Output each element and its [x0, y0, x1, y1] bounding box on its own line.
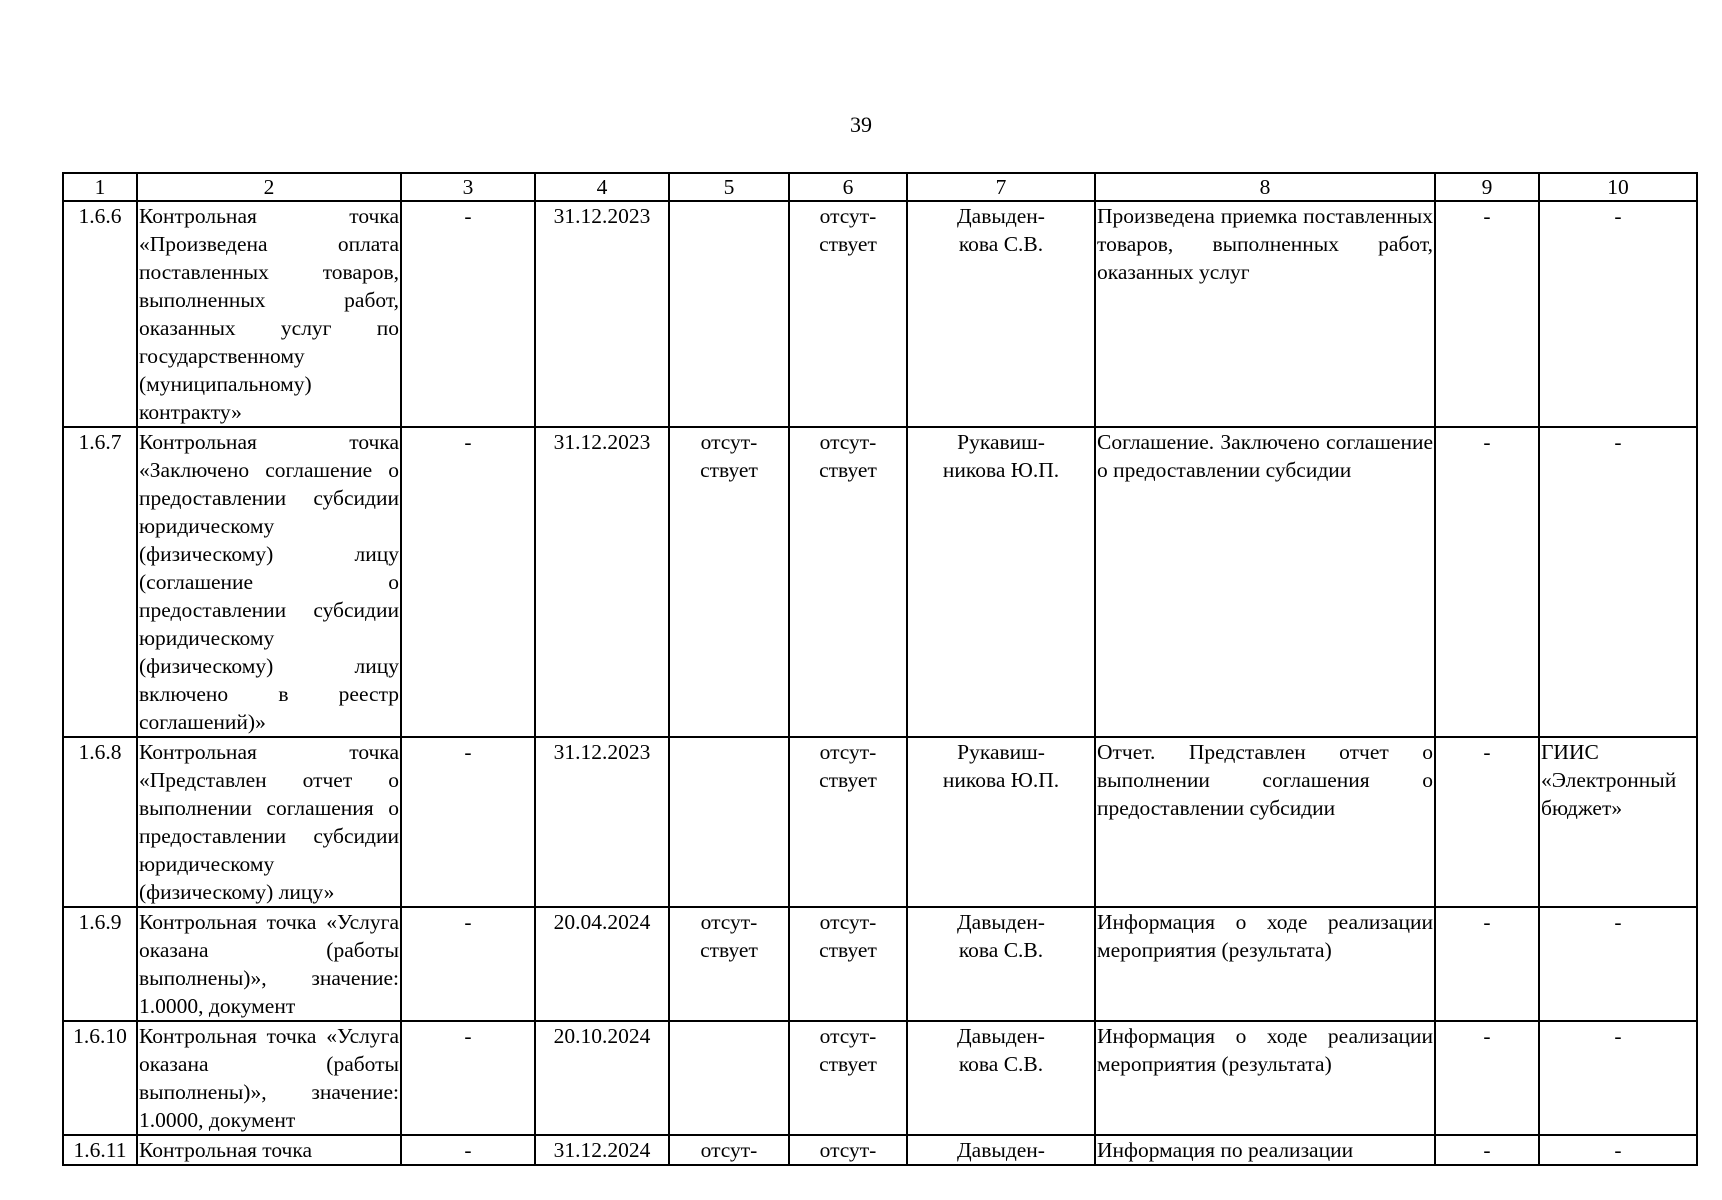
cell-col6: отсут- ствует: [789, 907, 907, 1021]
table-row: [63, 1021, 1697, 1135]
cell-col3: -: [401, 1021, 535, 1135]
deadline-date: 31.12.2023: [535, 201, 669, 427]
table-row: [63, 427, 1697, 737]
cell-col6: отсут- ствует: [789, 1021, 907, 1135]
cell-col6: отсут-: [789, 1135, 907, 1165]
table-header-row: [63, 173, 1697, 201]
cell-col6: отсут- ствует: [789, 427, 907, 737]
column-header: 7: [907, 173, 1095, 201]
table-row: [63, 201, 1697, 427]
table-row: [63, 737, 1697, 907]
column-header: 5: [669, 173, 789, 201]
deadline-date: 20.10.2024: [535, 1021, 669, 1135]
cell-col5: [669, 737, 789, 907]
deadline-date: 31.12.2023: [535, 737, 669, 907]
column-header: 10: [1539, 173, 1697, 201]
cell-col9: -: [1435, 427, 1539, 737]
deadline-date: 31.12.2024: [535, 1135, 669, 1165]
cell-col9: -: [1435, 737, 1539, 907]
cell-col9: -: [1435, 1021, 1539, 1135]
control-point-name: Контрольная точка: [137, 1135, 401, 1165]
column-header: 4: [535, 173, 669, 201]
control-point-name: Контрольная точка «Услуга оказана (работы выполнены)», значение: 1.0000, документ: [137, 907, 401, 1021]
column-header: 2: [137, 173, 401, 201]
row-number: 1.6.8: [63, 737, 137, 907]
cell-col5: отсут- ствует: [669, 907, 789, 1021]
information-system: -: [1539, 907, 1697, 1021]
cell-col5: [669, 1021, 789, 1135]
control-point-name: Контрольная точка «Произведена оплата поставленных товаров, выполненных работ, оказанных услуг по государственному (муниципальному) контракту»: [137, 201, 401, 427]
row-number: 1.6.11: [63, 1135, 137, 1165]
column-header: 8: [1095, 173, 1435, 201]
cell-col5: отсут-: [669, 1135, 789, 1165]
result-description: Информация о ходе реализации мероприятия (результата): [1095, 1021, 1435, 1135]
information-system: -: [1539, 1135, 1697, 1165]
responsible-person: Давыден- кова С.В.: [907, 1021, 1095, 1135]
deadline-date: 20.04.2024: [535, 907, 669, 1021]
result-description: Отчет. Представлен отчет о выполнении соглашения о предоставлении субсидии: [1095, 737, 1435, 907]
column-header: 1: [63, 173, 137, 201]
cell-col5: [669, 201, 789, 427]
control-point-name: Контрольная точка «Заключено соглашение о предоставлении субсидии юридическому (физическому) лицу (соглашение о предоставлении субсидии юридическому (физическому) лицу включено в реестр соглашений)»: [137, 427, 401, 737]
responsible-person: Давыден- кова С.В.: [907, 201, 1095, 427]
column-header: 9: [1435, 173, 1539, 201]
information-system: -: [1539, 427, 1697, 737]
cell-col9: -: [1435, 201, 1539, 427]
result-description: Произведена приемка поставленных товаров, выполненных работ, оказанных услуг: [1095, 201, 1435, 427]
control-point-name: Контрольная точка «Представлен отчет о выполнении соглашения о предоставлении субсидии юридическому (физическому) лицу»: [137, 737, 401, 907]
cell-col3: -: [401, 201, 535, 427]
row-number: 1.6.9: [63, 907, 137, 1021]
cell-col3: -: [401, 427, 535, 737]
table-row: [63, 1135, 1697, 1165]
result-description: Информация о ходе реализации мероприятия (результата): [1095, 907, 1435, 1021]
control-point-name: Контрольная точка «Услуга оказана (работы выполнены)», значение: 1.0000, документ: [137, 1021, 401, 1135]
row-number: 1.6.7: [63, 427, 137, 737]
information-system: -: [1539, 1021, 1697, 1135]
cell-col6: отсут- ствует: [789, 201, 907, 427]
cell-col6: отсут- ствует: [789, 737, 907, 907]
page-number: 39: [850, 112, 872, 137]
control-points-table: [62, 172, 1698, 1166]
column-header: 6: [789, 173, 907, 201]
responsible-person: Давыден-: [907, 1135, 1095, 1165]
result-description: Соглашение. Заключено соглашение о предоставлении субсидии: [1095, 427, 1435, 737]
cell-col5: отсут- ствует: [669, 427, 789, 737]
table-row: [63, 907, 1697, 1021]
cell-col3: -: [401, 907, 535, 1021]
cell-col3: -: [401, 737, 535, 907]
result-description: Информация по реализации: [1095, 1135, 1435, 1165]
responsible-person: Давыден- кова С.В.: [907, 907, 1095, 1021]
information-system: ГИИС «Электронный бюджет»: [1539, 737, 1697, 907]
responsible-person: Рукавиш- никова Ю.П.: [907, 427, 1095, 737]
row-number: 1.6.6: [63, 201, 137, 427]
cell-col9: -: [1435, 907, 1539, 1021]
cell-col9: -: [1435, 1135, 1539, 1165]
information-system: -: [1539, 201, 1697, 427]
column-header: 3: [401, 173, 535, 201]
responsible-person: Рукавиш- никова Ю.П.: [907, 737, 1095, 907]
row-number: 1.6.10: [63, 1021, 137, 1135]
deadline-date: 31.12.2023: [535, 427, 669, 737]
cell-col3: -: [401, 1135, 535, 1165]
